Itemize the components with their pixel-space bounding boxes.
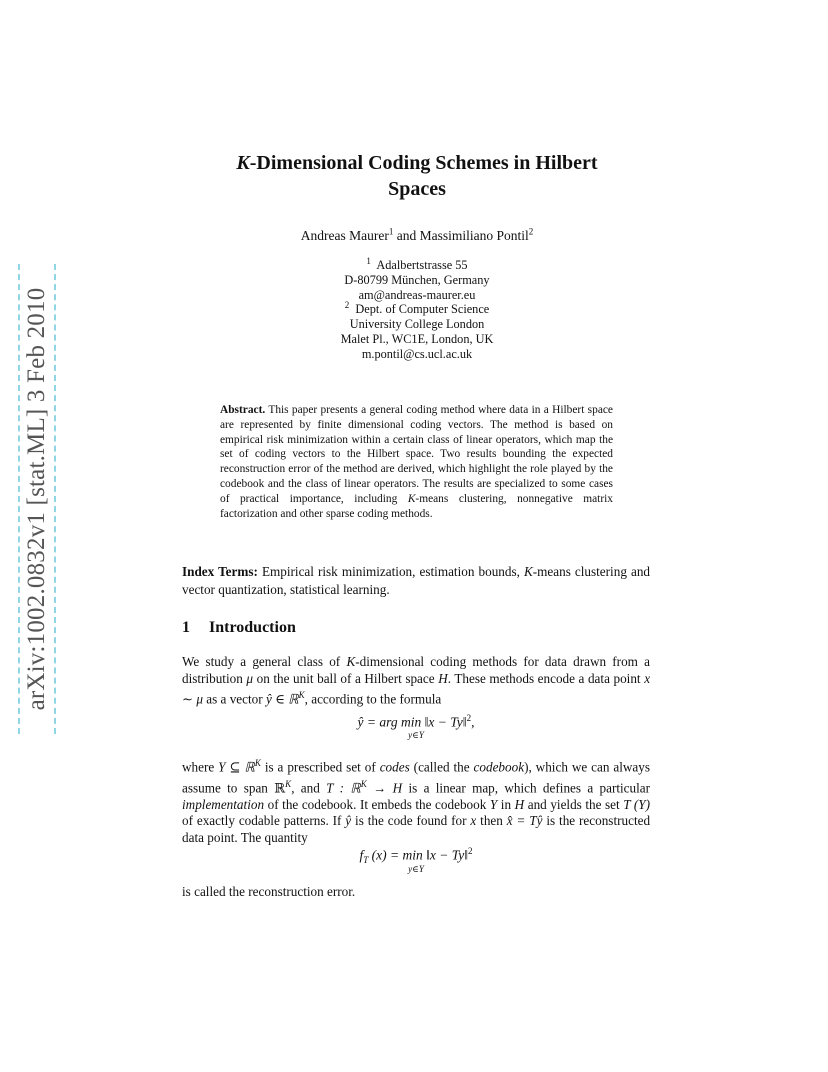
arxiv-stamp — [18, 264, 56, 734]
text-span: -dimensional coding methods for data drawn from a distribution — [182, 654, 650, 686]
text-span: , according to the formula — [304, 691, 442, 707]
affiliation-2-line-3: Malet Pl., WC1E, London, UK — [340, 331, 494, 346]
section-number: 1 — [182, 619, 190, 636]
text-span: We study a general class of — [182, 654, 341, 669]
index-terms-variable: K — [523, 564, 533, 579]
emphasis-span: implementation — [182, 796, 265, 812]
equation-1-superscript: 2 — [466, 713, 472, 723]
author-1: Andreas Maurer — [300, 228, 389, 243]
equation-1-comma: , — [471, 714, 475, 730]
math-span: μ — [246, 670, 254, 686]
text-span: on the unit ball of a Hilbert space — [256, 670, 435, 686]
text-span: where — [182, 759, 215, 775]
text-span: , and — [291, 780, 320, 796]
text-span: is the reconstructed data point. The quantity — [182, 813, 651, 845]
text-span: of exactly codable patterns. If — [182, 813, 342, 829]
math-span: T (Y) — [623, 796, 651, 812]
affiliation-1-line-2: D-80799 München, Germany — [344, 272, 490, 287]
text-span: (called the — [413, 759, 470, 775]
affiliation-2-line-1: Dept. of Computer Science — [355, 302, 490, 317]
equation-2-function: f — [359, 847, 364, 863]
affiliation-1-line-1: Adalbertstrasse 55 — [376, 258, 468, 272]
text-span: as a vector — [206, 691, 263, 707]
math-span: x — [470, 813, 477, 829]
text-span: in — [500, 796, 512, 812]
title-variable: K — [236, 152, 250, 174]
equation-2-body: (x) = min ‖x − Ty‖ — [371, 847, 469, 863]
author-2-mark: 2 — [528, 226, 534, 237]
math-span: K — [346, 654, 356, 669]
math-superscript: K — [254, 758, 261, 768]
math-span: → H — [373, 780, 403, 796]
paper-title — [182, 150, 652, 202]
title-line-2: Spaces — [388, 178, 446, 200]
affiliations — [182, 255, 652, 362]
math-superscript: K — [298, 690, 305, 700]
intro-paragraph-2 — [182, 755, 650, 846]
emphasis-span: codebook — [473, 759, 525, 775]
title-line-1: -Dimensional Coding Schemes in Hilbert — [249, 152, 598, 174]
affiliation-1-mark: 1 — [366, 255, 371, 266]
math-superscript: K — [360, 778, 367, 789]
math-span: H — [514, 796, 525, 812]
index-terms-label: Index Terms: — [182, 564, 258, 579]
author-1-mark: 1 — [388, 226, 394, 237]
emphasis-span: codes — [379, 759, 410, 775]
math-span: Y — [489, 796, 498, 812]
math-span: H — [438, 670, 448, 686]
equation-1 — [182, 713, 650, 741]
text-span: is a linear map, which defines a particular — [408, 780, 651, 796]
math-span: x ∼ μ — [182, 670, 651, 707]
equation-2-function-subscript: T — [363, 855, 369, 866]
affiliation-2-line-2: University College London — [349, 317, 485, 332]
intro-paragraph-3: is called the reconstruction error. — [182, 884, 356, 899]
equation-2-superscript: 2 — [468, 846, 473, 856]
math-span: ŷ — [345, 813, 352, 829]
index-terms-text-end: -means clustering and vector quantization, statistical learning. — [182, 564, 651, 597]
text-span: . These methods encode a data point — [447, 670, 641, 686]
math-superscript: K — [285, 778, 292, 789]
index-terms — [182, 563, 650, 598]
text-span: and yields the set — [527, 796, 620, 812]
text-span: then — [480, 813, 503, 829]
abstract — [220, 403, 613, 521]
math-span: T : ℝ — [326, 780, 361, 796]
affiliation-1-email: am@andreas-maurer.eu — [358, 287, 476, 302]
text-span: is the code found for — [355, 813, 467, 829]
equation-2-subscript: y∈Y — [408, 864, 424, 875]
index-terms-text: Empirical risk minimization, estimation bounds, — [261, 564, 520, 579]
section-heading — [182, 619, 296, 637]
section-title: Introduction — [209, 619, 296, 636]
text-span: ), which we can always assume to span ℝ — [182, 759, 651, 796]
equation-2 — [182, 846, 650, 875]
math-span: ŷ ∈ ℝ — [265, 691, 299, 707]
equation-1-subscript: y∈Y — [408, 729, 424, 740]
math-span: Y ⊆ ℝ — [218, 759, 255, 775]
text-span: of the codebook. It embeds the codebook — [267, 796, 487, 812]
math-span: x̂ = Tŷ — [506, 813, 543, 829]
abstract-variable: K — [407, 492, 416, 505]
arxiv-identifier: arXiv:1002.0832v1 [stat.ML] 3 Feb 2010 — [23, 287, 50, 711]
author-2: Massimiliano Pontil — [419, 228, 529, 243]
equation-1-body: ŷ = arg min ‖x − Ty‖ — [357, 714, 467, 730]
abstract-text: This paper presents a general coding method where data in a Hilbert space are represented by finite dimensional coding vectors. The method is based on empirical risk minimization within a certain class of linear operators, which map the set of coding vectors to the Hilbert space. Two results bounding the expected reconstruction error of the method are derived, which highlight the role played by the codebook and the class of linear operators. The results are specialized to some cases of practical importance, including — [220, 404, 613, 505]
affiliation-2-email: m.pontil@cs.ucl.ac.uk — [361, 346, 473, 361]
author-conjunction: and — [396, 228, 417, 243]
abstract-label: Abstract. — [220, 404, 266, 416]
abstract-text-end: -means clustering, nonnegative matrix factorization and other sparse coding methods. — [220, 492, 613, 520]
author-list — [182, 228, 652, 244]
text-span: is a prescribed set of — [264, 759, 376, 775]
affiliation-2-mark: 2 — [344, 300, 350, 311]
intro-paragraph-1 — [182, 654, 650, 708]
